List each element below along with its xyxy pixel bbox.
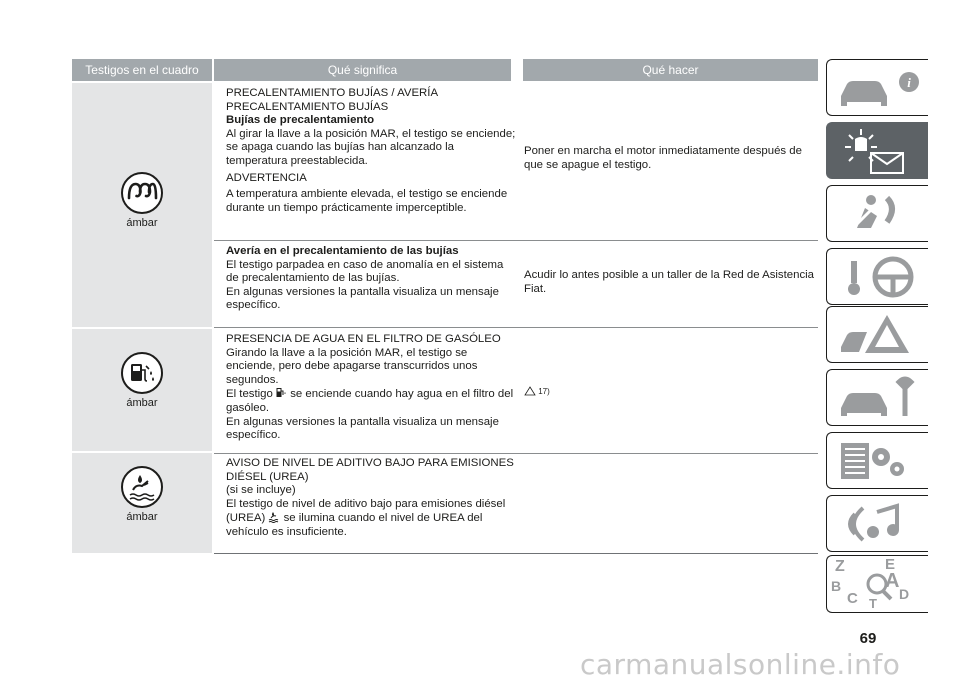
index-letter: D — [899, 586, 910, 602]
header-meaning: Qué significa — [214, 59, 511, 81]
tab-emergency[interactable] — [826, 306, 928, 363]
tab-airbag[interactable] — [826, 185, 928, 242]
table-row — [214, 329, 818, 454]
row-text: El testigo parpadea en caso de anomalía en el sistema de precalentamiento de las bujías. — [226, 258, 504, 285]
lamp-color-label: ámbar — [126, 397, 158, 409]
index-letter: E — [885, 556, 896, 573]
row-text: En algunas versiones la pantalla visualiza un mensaje específico. — [226, 285, 499, 312]
index-letter: A — [885, 570, 900, 592]
row-text: Al girar la llave a la posición MAR, el testigo se enciende; se apaga cuando las bujías han alcanzado la temperatura preestablecida. — [226, 127, 516, 167]
warning-title: ADVERTENCIA — [226, 171, 307, 184]
action-cell: Acudir lo antes posible a un taller de la Red de Asistencia Fiat. — [524, 269, 815, 295]
airbag-seat-icon — [827, 186, 927, 243]
emergency-triangle-icon — [827, 307, 927, 364]
lamp-glow-plug — [117, 171, 167, 229]
tab-index[interactable] — [826, 555, 928, 613]
lamp-color-label: ámbar — [126, 511, 158, 523]
action-cell: Poner en marcha el motor inmediatamente después de que se apague el testigo. — [524, 145, 802, 171]
glow-plug-icon — [120, 171, 164, 215]
row-title: PRECALENTAMIENTO BUJÍAS / AVERÍA — [226, 87, 439, 99]
warning-lights-icon — [827, 123, 927, 180]
row-title: PRESENCIA DE AGUA EN EL FILTRO DE GASÓLEO — [226, 333, 501, 345]
watermark: carmanualsonline.info — [580, 648, 901, 681]
tab-multimedia[interactable] — [826, 495, 928, 552]
row-subtitle: Avería en el precalentamiento de las bujías — [226, 245, 459, 257]
urea-level-icon — [268, 511, 280, 523]
row-text: Girando la llave a la posición MAR, el testigo se enciende, pero debe apagarse transcurridos unos segundos. — [226, 346, 478, 386]
car-maintenance-icon — [827, 370, 927, 427]
icon-cell-urea — [72, 453, 212, 553]
meaning-cell — [226, 333, 516, 443]
tab-specs[interactable] — [826, 432, 928, 489]
header-lights: Testigos en el cuadro — [72, 59, 212, 81]
car-info-icon — [827, 60, 927, 117]
meaning-cell — [226, 245, 516, 313]
row-text: se ilumina cuando el nivel de UREA del vehículo es insuficiente. — [226, 512, 483, 538]
table-row — [214, 83, 818, 241]
warning-triangle-icon — [524, 386, 536, 396]
lamp-color-label: ámbar — [126, 217, 158, 229]
urea-level-icon — [120, 465, 164, 509]
meaning-cell — [226, 87, 516, 215]
row-title: AVISO DE NIVEL DE ADITIVO BAJO PARA EMISIONES DIÉSEL (UREA) — [226, 457, 514, 483]
index-letter: B — [831, 578, 842, 594]
tab-maintenance[interactable] — [826, 369, 928, 426]
specs-gear-icon — [827, 433, 927, 490]
meaning-cell — [226, 457, 516, 540]
header-action: Qué hacer — [523, 59, 818, 81]
lamp-water-fuel — [117, 351, 167, 409]
table-row — [214, 241, 818, 328]
index-letter: T — [869, 596, 877, 611]
row-text: El testigo — [226, 388, 273, 401]
row-note: (si se incluye) — [226, 484, 296, 497]
row-subtitle: Bujías de precalentamiento — [226, 114, 375, 127]
multimedia-icon — [827, 496, 927, 553]
svg-text:i: i — [907, 75, 911, 90]
water-in-fuel-icon — [120, 351, 164, 395]
tab-warning-lights[interactable] — [826, 122, 928, 179]
row-text: En algunas versiones la pantalla visualiza un mensaje específico. — [226, 415, 499, 442]
tab-car-info[interactable] — [826, 59, 928, 116]
icon-cell-water-fuel — [72, 329, 212, 451]
row-text: El testigo de nivel de aditivo bajo para emisiones diésel (UREA) — [226, 497, 506, 525]
row-title: PRECALENTAMIENTO BUJÍAS — [226, 100, 389, 113]
row-text: se enciende cuando hay agua en el filtro del gasóleo. — [226, 388, 514, 414]
steering-key-icon — [827, 249, 927, 306]
index-letter: Z — [835, 558, 845, 575]
page-number: 69 — [859, 630, 877, 647]
table-row — [214, 453, 818, 554]
tab-steering[interactable] — [826, 248, 928, 305]
action-cell — [524, 385, 816, 399]
lamp-urea — [117, 465, 167, 523]
index-letter: C — [847, 590, 858, 607]
warning-text: A temperatura ambiente elevada, el testigo se enciende durante un tiempo prácticamente imperceptible. — [226, 188, 508, 214]
icon-cell-glow-plug — [72, 83, 212, 327]
footnote-ref: 17) — [538, 387, 550, 396]
water-in-fuel-icon — [276, 387, 287, 399]
